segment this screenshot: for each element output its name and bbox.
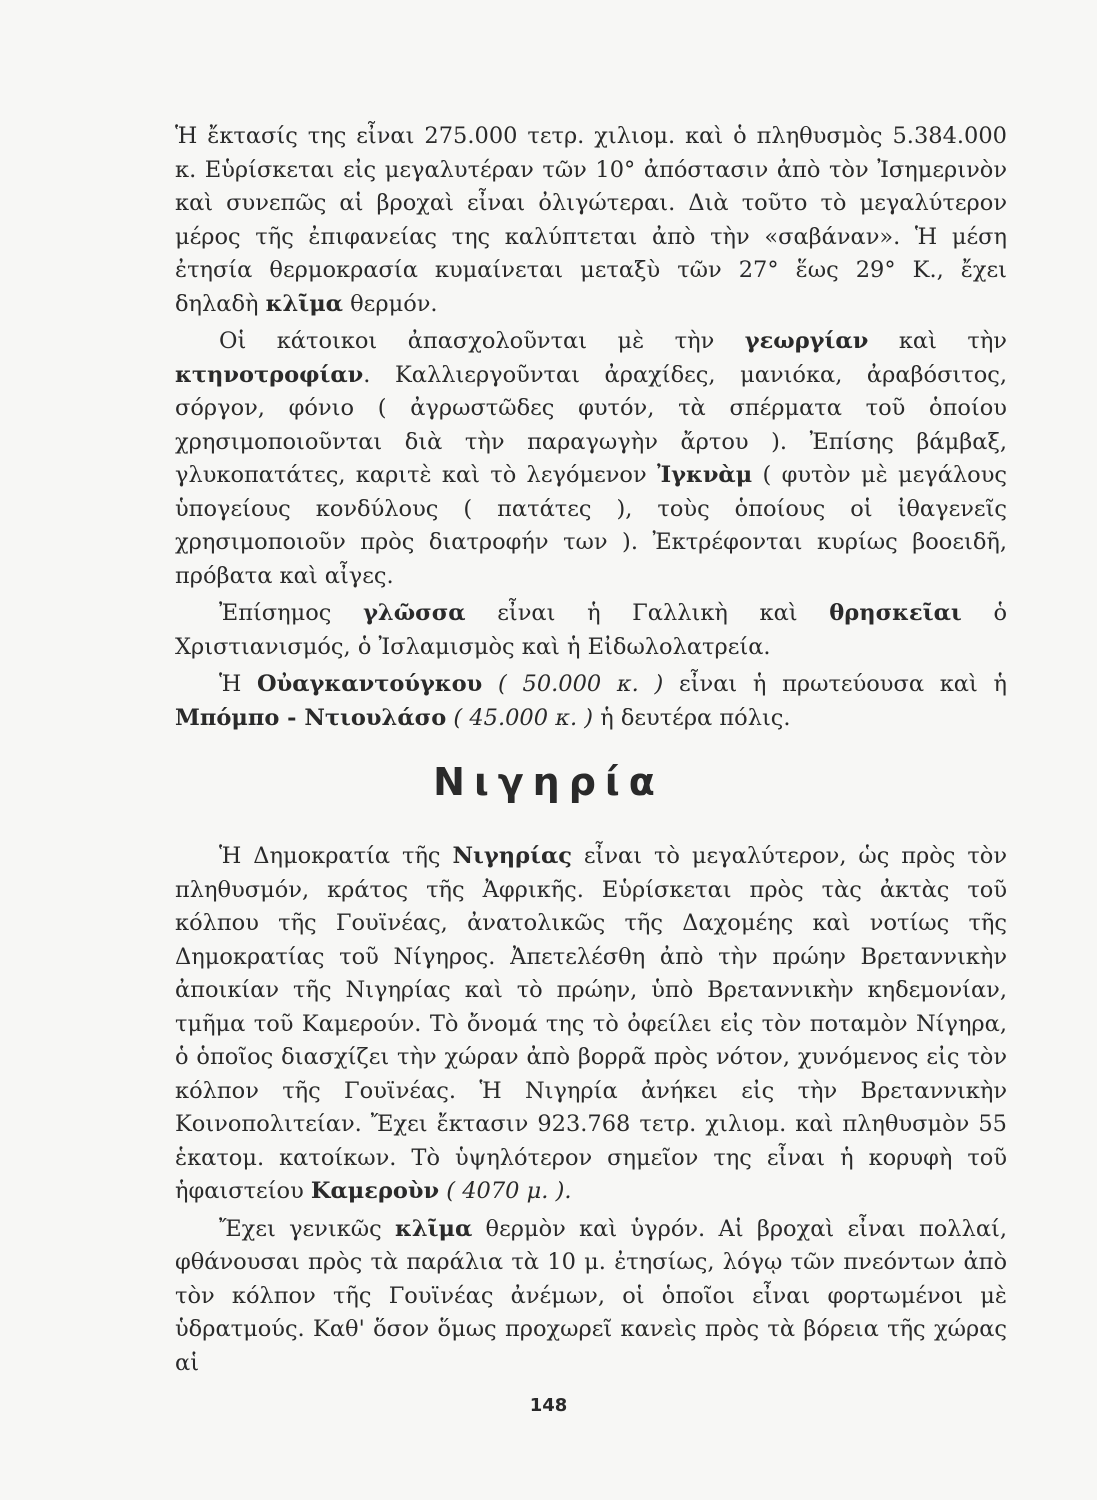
paragraph-nigeria-intro: Ἡ Δημοκρατία τῆς Νιγηρίας εἶναι τὸ μεγαλύτερον, ὡς πρὸς τὸν πληθυσμόν, κράτος τῆς Ἀφρικῆς. Εὑρίσκεται πρὸς τὰς ἀκτὰς τοῦ κόλπου τῆς Γουϊνέας, ἀνατολικῶς τῆς Δαχομέης καὶ νοτίως τῆς Δημοκρατίας τοῦ Νίγηρος. Ἀπετελέσθη ἀπὸ τὴν πρώην Βρεταννικὴν ἀποικίαν τῆς Νιγηρίας καὶ τὸ πρώην, ὑπὸ Βρεταννικὴν κηδεμονίαν, τμῆμα τοῦ Καμερούν. Τὸ ὄνομά της τὸ ὀφείλει εἰς τὸν ποταμὸν Νίγηρα, ὁ ὁποῖος διασχίζει τὴν χώραν ἀπὸ βορρᾶ πρὸς νότον, χυνόμενος εἰς τὸν κόλπον τῆς Γουϊνέας. Ἡ Νιγηρία ἀνήκει εἰς τὴν Βρεταννικὴν Κοινοπολιτείαν. Ἔχει ἔκτασιν 923.768 τετρ. χιλιομ. καὶ πληθυσμὸν 55 ἑκατομ. κατοίκων. Τὸ ὑψηλότερον σημεῖον της εἶναι ἡ κορυφὴ τοῦ ἡφαιστείου Καμεροὺν ( 4070 μ. ). [175, 843, 1007, 1204]
upper-text [175, 120, 1007, 735]
paragraph-nigeria-climate: Ἔχει γενικῶς κλῖμα θερμὸν καὶ ὑγρόν. Αἱ βροχαὶ εἶναι πολλαί, φθάνουσαι πρὸς τὰ παράλια τὰ 10 μ. ἐτησίως, λόγῳ τῶν πνεόντων ἀπὸ τὸν κόλπον τῆς Γουϊνέας ἀνέμων, οἱ ὁποῖοι εἶναι φορτωμένοι μὲ ὑδρατμούς. Καθ' ὅσον ὅμως προχωρεῖ κανεὶς πρὸς τὰ βόρεια τῆς χώρας αἱ [175, 1215, 1007, 1376]
lower-text [175, 840, 1007, 1380]
paragraph-area-climate: Ἡ ἔκτασίς της εἶναι 275.000 τετρ. χιλιομ. καὶ ὁ πληθυσμὸς 5.384.000 κ. Εὑρίσκεται εἰς μεγαλυτέραν τῶν 10° ἀπόστασιν ἀπὸ τὸν Ἰσημερινὸν καὶ συνεπῶς αἱ βροχαὶ εἶναι ὀλιγώτεραι. Διὰ τοῦτο τὸ μεγαλύτερον μέρος τῆς ἐπιφανείας της καλύπτεται ἀπὸ τὴν «σαβάναν». Ἡ μέση ἐτησία θερμοκρασία κυμαίνεται μεταξὺ τῶν 27° ἕως 29° Κ., ἔχει δηλαδὴ κλῖμα θερμόν. [175, 123, 1007, 317]
page-number: 148 [529, 1395, 568, 1416]
paragraph-economy: Οἱ κάτοικοι ἀπασχολοῦνται μὲ τὴν γεωργίαν καὶ τὴν κτηνοτροφίαν. Καλλιεργοῦνται ἀραχίδες, μανιόκα, ἀραβόσιτος, σόργον, φόνιο ( ἀγρωστῶδες φυτόν, τὰ σπέρματα τοῦ ὁποίου χρησιμοποιοῦνται διὰ τὴν παραγωγὴν ἄρτου ). Ἐπίσης βάμβαξ, γλυκοπατάτες, καριτὲ καὶ τὸ λεγόμενον Ἰγκνὰμ ( φυτὸν μὲ μεγάλους ὑπογείους κονδύλους ( πατάτες ), τοὺς ὁποίους οἱ ἰθαγενεῖς χρησιμοποιοῦν πρὸς διατροφήν των ). Ἐκτρέφονται κυρίως βοοειδῆ, πρόβατα καὶ αἶγες. [175, 328, 1007, 589]
paragraph-language-religion: Ἐπίσημος γλῶσσα εἶναι ἡ Γαλλικὴ καὶ θρησκεῖαι ὁ Χριστιανισμός, ὁ Ἰσλαμισμὸς καὶ ἡ Εἰδωλολατρεία. [175, 600, 1007, 660]
paragraph-cities: Ἡ Οὐαγκαντούγκου ( 50.000 κ. ) εἶναι ἡ πρωτεύουσα καὶ ἡ Μπόμπο - Ντιουλάσο ( 45.000 κ. ) ἡ δευτέρα πόλις. [175, 671, 1007, 731]
section-heading: Νιγηρία [433, 760, 664, 804]
